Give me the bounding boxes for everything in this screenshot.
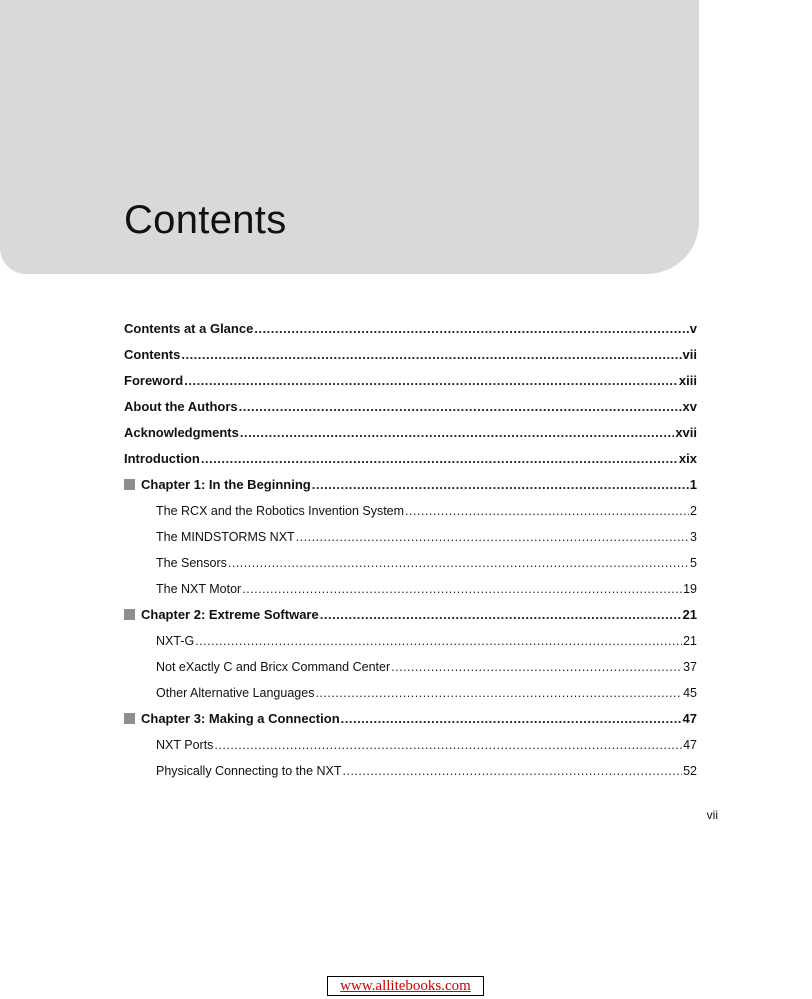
toc-subentry[interactable] — [124, 576, 697, 602]
toc-entry[interactable] — [124, 446, 697, 472]
toc-label: Other Alternative Languages — [156, 686, 315, 700]
toc-entry[interactable] — [124, 316, 697, 342]
page-title: Contents — [124, 198, 287, 242]
dot-leader — [405, 498, 689, 524]
toc-label: Contents at a Glance — [124, 321, 254, 336]
dot-leader — [343, 758, 683, 784]
toc-label: Foreword — [124, 373, 184, 388]
toc-page-number: xiii — [678, 373, 697, 388]
toc-page-number: 52 — [683, 764, 697, 778]
toc-entry[interactable] — [124, 342, 697, 368]
dot-leader — [242, 576, 682, 602]
toc-page-number: 37 — [683, 660, 697, 674]
toc-label: NXT Ports — [156, 738, 214, 752]
toc-subentry[interactable] — [124, 680, 697, 706]
toc-label: The RCX and the Robotics Invention System — [156, 504, 405, 518]
toc-label: Physically Connecting to the NXT — [156, 764, 342, 778]
chapter-square-icon — [124, 479, 135, 490]
toc-entry[interactable] — [124, 368, 697, 394]
dot-leader — [320, 602, 682, 628]
toc-chapter-entry[interactable] — [124, 472, 697, 498]
toc-subentry[interactable] — [124, 550, 697, 576]
dot-leader — [214, 732, 682, 758]
toc-label: Chapter 2: Extreme Software — [141, 607, 319, 622]
dot-leader — [201, 446, 678, 472]
dot-leader — [296, 524, 689, 550]
toc-page-number: 2 — [690, 504, 697, 518]
toc-entry[interactable] — [124, 394, 697, 420]
dot-leader — [341, 706, 682, 732]
toc-chapter-entry[interactable] — [124, 706, 697, 732]
toc-label: Not eXactly C and Bricx Command Center — [156, 660, 391, 674]
dot-leader — [312, 472, 689, 498]
dot-leader — [195, 628, 682, 654]
toc-subentry[interactable] — [124, 498, 697, 524]
toc-page-number: v — [689, 321, 697, 336]
toc-page-number: 19 — [683, 582, 697, 596]
dot-leader — [181, 342, 681, 368]
dot-leader — [184, 368, 678, 394]
table-of-contents — [124, 316, 697, 784]
toc-subentry[interactable] — [124, 654, 697, 680]
dot-leader — [315, 680, 682, 706]
page-number: vii — [706, 808, 718, 822]
toc-label: Acknowledgments — [124, 425, 239, 440]
toc-page-number: 47 — [683, 738, 697, 752]
toc-page-number: 47 — [682, 711, 697, 726]
header-block — [0, 0, 699, 274]
toc-label: Contents — [124, 347, 181, 362]
toc-page-number: xix — [678, 451, 697, 466]
chapter-square-icon — [124, 713, 135, 724]
dot-leader — [240, 420, 674, 446]
chapter-square-icon — [124, 609, 135, 620]
dot-leader — [239, 394, 682, 420]
toc-subentry[interactable] — [124, 732, 697, 758]
toc-label: About the Authors — [124, 399, 238, 414]
toc-subentry[interactable] — [124, 524, 697, 550]
toc-label: Introduction — [124, 451, 200, 466]
watermark-link[interactable]: www.allitebooks.com — [327, 976, 484, 996]
toc-label: Chapter 3: Making a Connection — [141, 711, 340, 726]
toc-label: NXT-G — [156, 634, 195, 648]
toc-page-number: 3 — [690, 530, 697, 544]
toc-chapter-entry[interactable] — [124, 602, 697, 628]
toc-label: Chapter 1: In the Beginning — [141, 477, 311, 492]
toc-page-number: 5 — [690, 556, 697, 570]
toc-page-number: 1 — [689, 477, 697, 492]
toc-page-number: xv — [682, 399, 697, 414]
toc-page-number: xvii — [675, 425, 697, 440]
toc-subentry[interactable] — [124, 758, 697, 784]
toc-page-number: 21 — [682, 607, 697, 622]
toc-page-number: 21 — [683, 634, 697, 648]
toc-label: The MINDSTORMS NXT — [156, 530, 295, 544]
toc-label: The NXT Motor — [156, 582, 242, 596]
toc-subentry[interactable] — [124, 628, 697, 654]
dot-leader — [391, 654, 682, 680]
toc-page-number: vii — [682, 347, 697, 362]
dot-leader — [254, 316, 688, 342]
toc-page-number: 45 — [683, 686, 697, 700]
toc-label: The Sensors — [156, 556, 227, 570]
toc-entry[interactable] — [124, 420, 697, 446]
dot-leader — [228, 550, 689, 576]
